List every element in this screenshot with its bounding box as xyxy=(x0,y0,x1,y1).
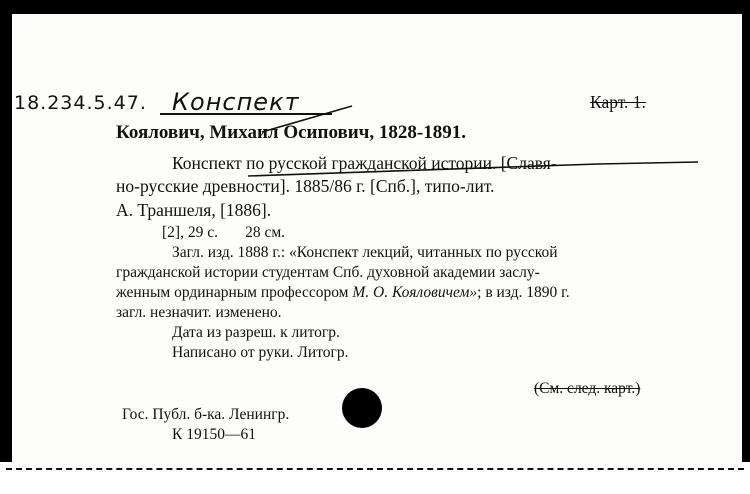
title-line-2: но-русские древности]. 1885/86 г. [Спб.], типо-лит. xyxy=(116,176,495,196)
note-line-2: гражданской истории студентам Спб. духовной академии заслу- xyxy=(116,264,540,281)
note-date: Дата из разреш. к литогр. xyxy=(172,324,340,341)
card-number: Карт. 1. xyxy=(590,92,646,112)
print-code: К 19150—61 xyxy=(172,426,256,443)
author-heading: Коялович, Михаил Осипович, 1828-1891. xyxy=(116,122,466,143)
card-bottom-edge xyxy=(0,462,750,494)
continuation-note: (См. след. карт.) xyxy=(534,380,641,397)
note-line-3: женным ординарным профессором М. О. Кояловичем»; в изд. 1890 г. xyxy=(116,284,570,301)
note-written: Написано от руки. Литогр. xyxy=(172,344,349,361)
note-line-1: Загл. изд. 1888 г.: «Конспект лекций, читанных по русской xyxy=(172,244,558,261)
collation: [2], 29 с. 28 см. xyxy=(162,224,286,241)
handwritten-underline-mark xyxy=(12,14,742,476)
call-number: 18.234.5.47. xyxy=(14,92,147,114)
catalog-card xyxy=(12,14,742,476)
note-line-4: загл. незначит. изменено. xyxy=(116,304,282,321)
library-name: Гос. Публ. б-ка. Ленингр. xyxy=(122,406,290,423)
handwritten-title: Конспект xyxy=(172,88,300,116)
title-line-1: Конспект по русской гражданской истории. [Славя- xyxy=(172,153,557,173)
title-line-3: А. Траншеля, [1886]. xyxy=(116,200,272,220)
